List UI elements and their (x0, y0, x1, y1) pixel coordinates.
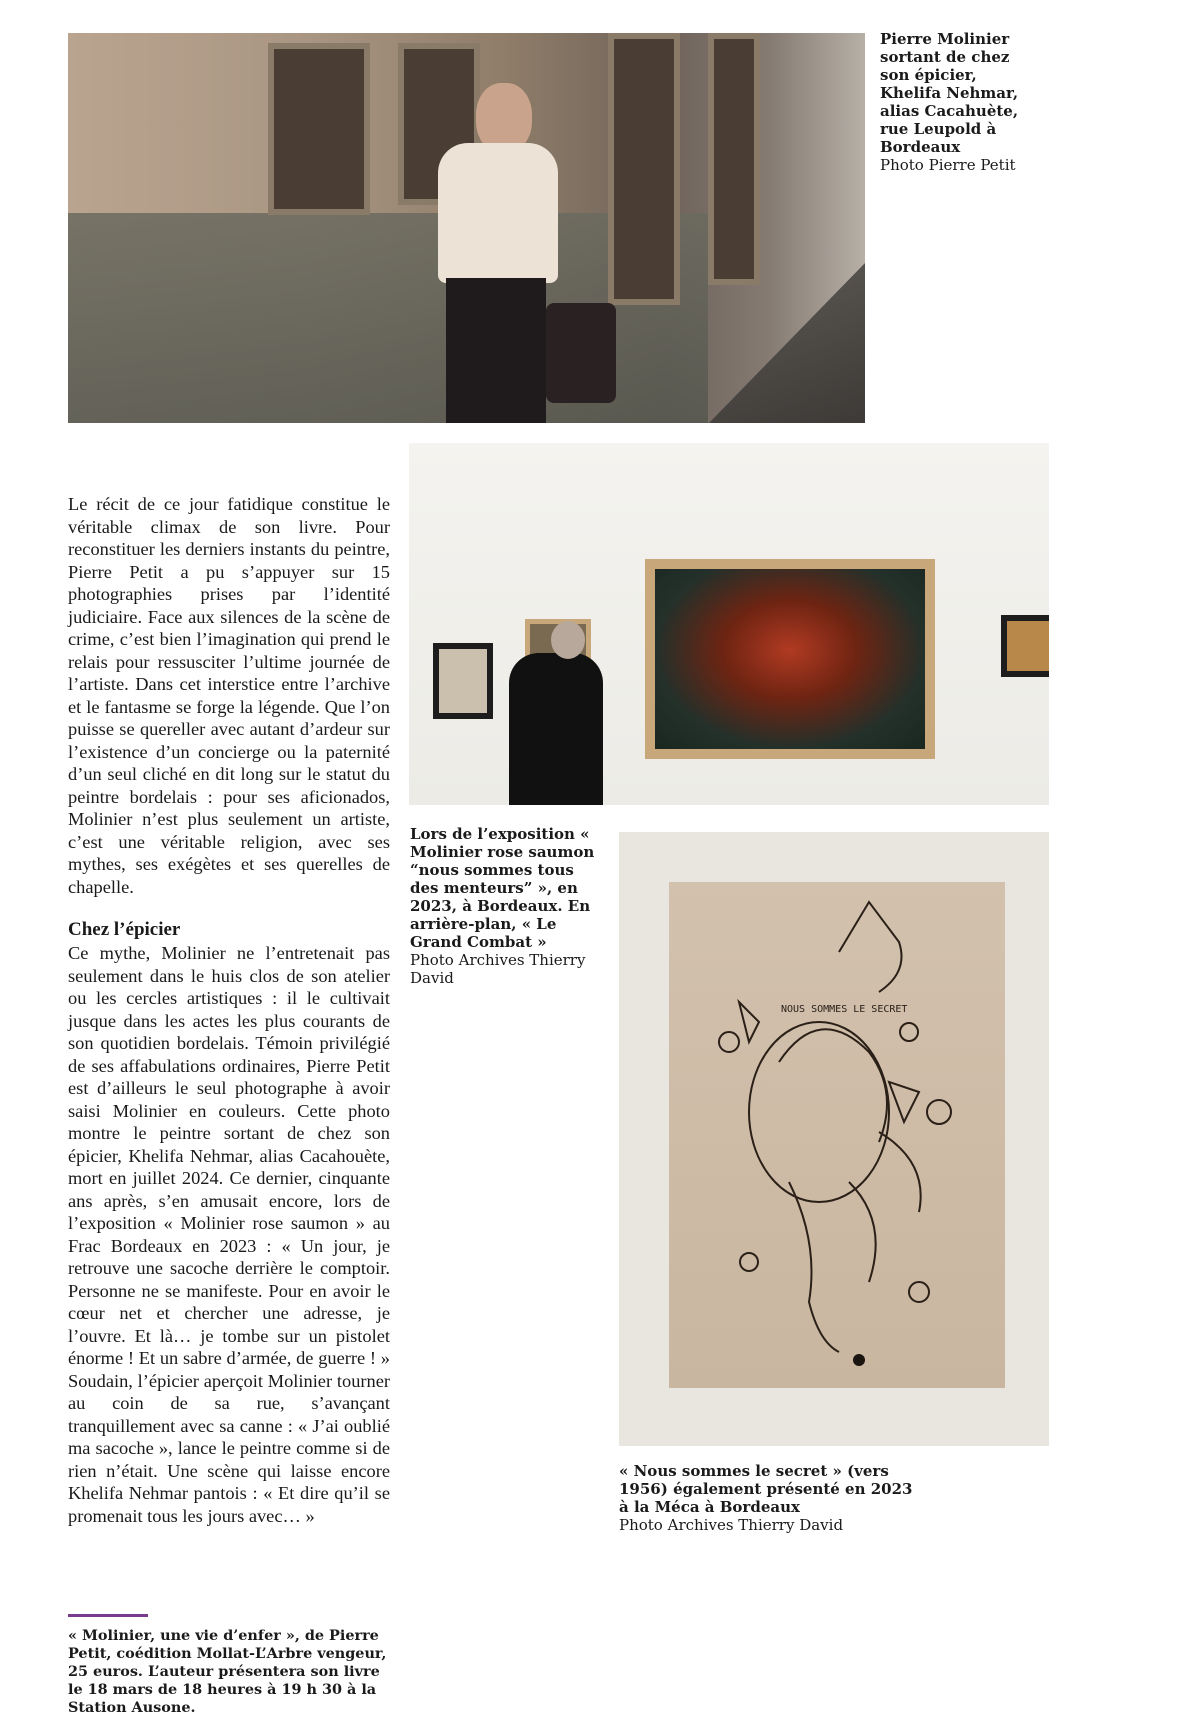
book-note: « Molinier, une vie d’enfer », de Pierre Petit, coédition Mollat-L’Arbre vengeur, 25 euros. L’auteur présentera son livre le 18 mars de 18 heures à 19 h 30 à la Station Ausone. (68, 1627, 387, 1716)
photo-expo-caption-text: Lors de l’exposition « Molinier rose saumon “nous sommes tous des menteurs” », en 2023, à Bordeaux. En arrière-plan, « Le Grand Combat » (410, 825, 595, 951)
footer-rule (68, 1614, 148, 1617)
portrait-painting (433, 643, 493, 719)
photo-drawing-nous-sommes-le-secret (619, 832, 1049, 1446)
photo-exhibition (409, 443, 1049, 805)
photo-drawing-caption-text: « Nous sommes le secret » (vers 1956) également présenté en 2023 à la Méca à Bordeaux (619, 1462, 913, 1516)
small-painting-right (1001, 615, 1049, 677)
article-subhead: Chez l’épicier (68, 919, 181, 940)
photo-top-caption (880, 30, 1030, 174)
article-paragraph-2: Ce mythe, Molinier ne l’entretenait pas seulement dans le huis clos de son atelier ou les cercles artistiques : il le cultivait jusque dans les actes les plus courants de son quotidien bordelais. Témoin privilégié de ses affabulations ordinaires, Pierre Petit est d’ailleurs le seul photographe à avoir saisi Molinier en couleurs. Cette photo montre le peintre sortant de chez son épicier, Khelifa Nehmar, alias Cacahouète, mort en juillet 2024. Ce dernier, cinquante ans après, s’en amusait encore, lors de l’exposition « Molinier rose saumon » au Frac Bordeaux en 2023 : « Un jour, je retrouve une sacoche derrière le comptoir. Personne ne se manifeste. Pour en avoir le cœur net et chercher une adresse, je l’ouvre. Et là… je tombe sur un pistolet énorme ! Et un sabre d’armée, de guerre ! » Soudain, l’épicier aperçoit Molinier tourner au coin de sa rue, s’avançant tranquillement avec sa canne : « J’ai oublié ma sacoche », lance le peintre comme si de rien n’était. Une scène qui laisse encore Khelifa Nehmar pantois : « Et dire qu’il se promenait tous les jours avec… » (68, 943, 390, 1526)
drawing-words: NOUS SOMMES LE SECRET (781, 1004, 908, 1015)
photo-drawing-caption (619, 1462, 919, 1534)
article-body (68, 493, 390, 1527)
photo-drawing-credit: Photo Archives Thierry David (619, 1516, 844, 1534)
drawing-illustration (669, 882, 1005, 1388)
article-paragraph-1: Le récit de ce jour fatidique constitue le véritable climax de son livre. Pour reconstituer les derniers instants du peintre, Pierre Petit a pu s’appuyer sur 15 photographies prises par l’identité judiciaire. Face aux silences de la scène de crime, c’est bien l’imagination qui prend le relais pour ressusciter l’ultime journée de l’artiste. Dans cet interstice entre l’archive et le fantasme se forge la légende. Que l’on puisse se quereller avec autant d’ardeur sur l’existence d’un concierge ou la paternité d’un seul cliché en dit long sur le statut du peintre bordelais : pour ses aficionados, Molinier n’est plus seulement un artiste, c’est une véritable religion, avec ses mythes, ses exégètes et ses querelles de chapelle. (68, 494, 390, 897)
photo-molinier-street (68, 33, 865, 423)
photo-top-caption-text: Pierre Molinier sortant de chez son épicier, Khelifa Nehmar, alias Cacahuète, rue Leupold à Bordeaux (880, 30, 1019, 156)
photo-top-credit: Photo Pierre Petit (880, 156, 1016, 174)
painting-le-grand-combat (645, 559, 935, 759)
photo-expo-credit: Photo Archives Thierry David (410, 951, 586, 987)
photo-expo-caption (410, 825, 600, 987)
